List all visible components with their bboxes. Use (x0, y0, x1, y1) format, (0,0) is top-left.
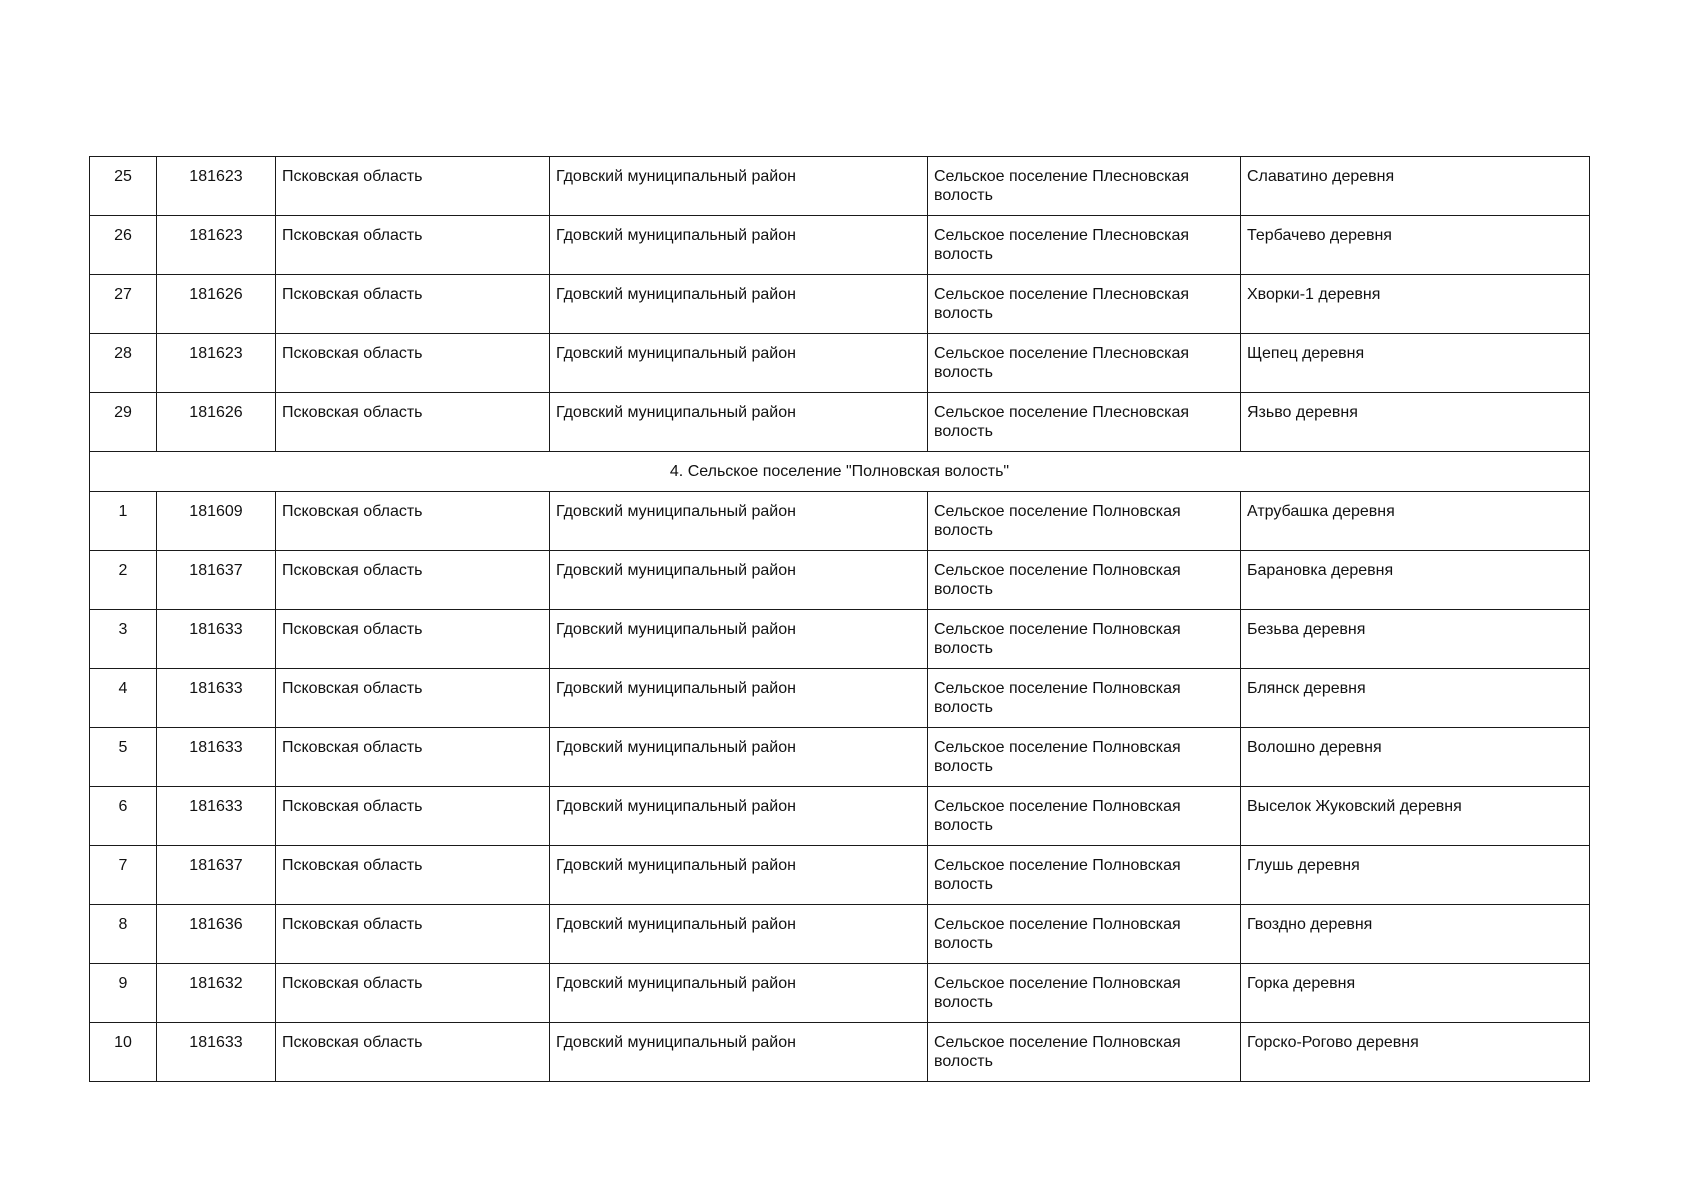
postal-index: 181632 (157, 964, 276, 1023)
district-name: Гдовский муниципальный район (550, 275, 928, 334)
table-row (90, 393, 1590, 452)
locality-name: Волошно деревня (1241, 728, 1590, 787)
district-name: Гдовский муниципальный район (550, 669, 928, 728)
locality-name: Атрубашка деревня (1241, 492, 1590, 551)
settlement-name: Сельское поселение Полновская волость (928, 787, 1241, 846)
row-number: 10 (90, 1023, 157, 1082)
table-row (90, 275, 1590, 334)
region-name: Псковская область (276, 964, 550, 1023)
postal-index: 181623 (157, 334, 276, 393)
district-name: Гдовский муниципальный район (550, 1023, 928, 1082)
table-row (90, 728, 1590, 787)
settlement-name: Сельское поселение Полновская волость (928, 964, 1241, 1023)
locality-name: Хворки-1 деревня (1241, 275, 1590, 334)
table-row (90, 610, 1590, 669)
settlement-name: Сельское поселение Плесновская волость (928, 334, 1241, 393)
row-number: 26 (90, 216, 157, 275)
row-number: 27 (90, 275, 157, 334)
row-number: 8 (90, 905, 157, 964)
table-row (90, 669, 1590, 728)
region-name: Псковская область (276, 216, 550, 275)
postal-index: 181626 (157, 275, 276, 334)
table-row (90, 334, 1590, 393)
locality-name: Глушь деревня (1241, 846, 1590, 905)
postal-index: 181633 (157, 787, 276, 846)
locality-name: Блянск деревня (1241, 669, 1590, 728)
row-number: 3 (90, 610, 157, 669)
table-row (90, 1023, 1590, 1082)
district-name: Гдовский муниципальный район (550, 610, 928, 669)
settlement-name: Сельское поселение Полновская волость (928, 492, 1241, 551)
table-row (90, 846, 1590, 905)
postal-index: 181633 (157, 728, 276, 787)
postal-index: 181633 (157, 610, 276, 669)
postal-index: 181609 (157, 492, 276, 551)
locality-name: Выселок Жуковский деревня (1241, 787, 1590, 846)
table-row (90, 551, 1590, 610)
row-number: 25 (90, 157, 157, 216)
locality-name: Барановка деревня (1241, 551, 1590, 610)
settlement-name: Сельское поселение Полновская волость (928, 905, 1241, 964)
postal-index: 181637 (157, 551, 276, 610)
district-name: Гдовский муниципальный район (550, 393, 928, 452)
row-number: 6 (90, 787, 157, 846)
locality-name: Горка деревня (1241, 964, 1590, 1023)
locality-name: Гвоздно деревня (1241, 905, 1590, 964)
table-row (90, 964, 1590, 1023)
region-name: Псковская область (276, 787, 550, 846)
district-name: Гдовский муниципальный район (550, 964, 928, 1023)
postal-index: 181633 (157, 669, 276, 728)
row-number: 28 (90, 334, 157, 393)
settlement-name: Сельское поселение Полновская волость (928, 1023, 1241, 1082)
locality-name: Тербачево деревня (1241, 216, 1590, 275)
settlement-name: Сельское поселение Полновская волость (928, 669, 1241, 728)
locality-name: Горско-Рогово деревня (1241, 1023, 1590, 1082)
postal-index: 181633 (157, 1023, 276, 1082)
district-name: Гдовский муниципальный район (550, 787, 928, 846)
postal-index: 181636 (157, 905, 276, 964)
settlements-table (89, 156, 1590, 1082)
row-number: 5 (90, 728, 157, 787)
locality-name: Язьво деревня (1241, 393, 1590, 452)
settlement-name: Сельское поселение Плесновская волость (928, 393, 1241, 452)
settlement-name: Сельское поселение Полновская волость (928, 728, 1241, 787)
region-name: Псковская область (276, 157, 550, 216)
region-name: Псковская область (276, 492, 550, 551)
region-name: Псковская область (276, 393, 550, 452)
district-name: Гдовский муниципальный район (550, 551, 928, 610)
settlement-name: Сельское поселение Плесновская волость (928, 216, 1241, 275)
postal-index: 181623 (157, 157, 276, 216)
settlement-name: Сельское поселение Полновская волость (928, 846, 1241, 905)
district-name: Гдовский муниципальный район (550, 728, 928, 787)
table-row (90, 787, 1590, 846)
table-row (90, 216, 1590, 275)
region-name: Псковская область (276, 1023, 550, 1082)
region-name: Псковская область (276, 275, 550, 334)
settlement-name: Сельское поселение Плесновская волость (928, 275, 1241, 334)
region-name: Псковская область (276, 669, 550, 728)
district-name: Гдовский муниципальный район (550, 216, 928, 275)
region-name: Псковская область (276, 551, 550, 610)
district-name: Гдовский муниципальный район (550, 492, 928, 551)
section-header-row (90, 452, 1590, 492)
locality-name: Щепец деревня (1241, 334, 1590, 393)
section-title: 4. Сельское поселение "Полновская волость" (90, 452, 1590, 492)
postal-index: 181623 (157, 216, 276, 275)
settlement-name: Сельское поселение Плесновская волость (928, 157, 1241, 216)
region-name: Псковская область (276, 610, 550, 669)
region-name: Псковская область (276, 905, 550, 964)
district-name: Гдовский муниципальный район (550, 334, 928, 393)
region-name: Псковская область (276, 846, 550, 905)
district-name: Гдовский муниципальный район (550, 157, 928, 216)
row-number: 2 (90, 551, 157, 610)
district-name: Гдовский муниципальный район (550, 905, 928, 964)
table-row (90, 157, 1590, 216)
row-number: 9 (90, 964, 157, 1023)
settlement-name: Сельское поселение Полновская волость (928, 610, 1241, 669)
region-name: Псковская область (276, 334, 550, 393)
postal-index: 181626 (157, 393, 276, 452)
row-number: 7 (90, 846, 157, 905)
row-number: 4 (90, 669, 157, 728)
locality-name: Безьва деревня (1241, 610, 1590, 669)
locality-name: Славатино деревня (1241, 157, 1590, 216)
row-number: 29 (90, 393, 157, 452)
settlement-name: Сельское поселение Полновская волость (928, 551, 1241, 610)
region-name: Псковская область (276, 728, 550, 787)
postal-index: 181637 (157, 846, 276, 905)
district-name: Гдовский муниципальный район (550, 846, 928, 905)
row-number: 1 (90, 492, 157, 551)
table-row (90, 492, 1590, 551)
table-row (90, 905, 1590, 964)
